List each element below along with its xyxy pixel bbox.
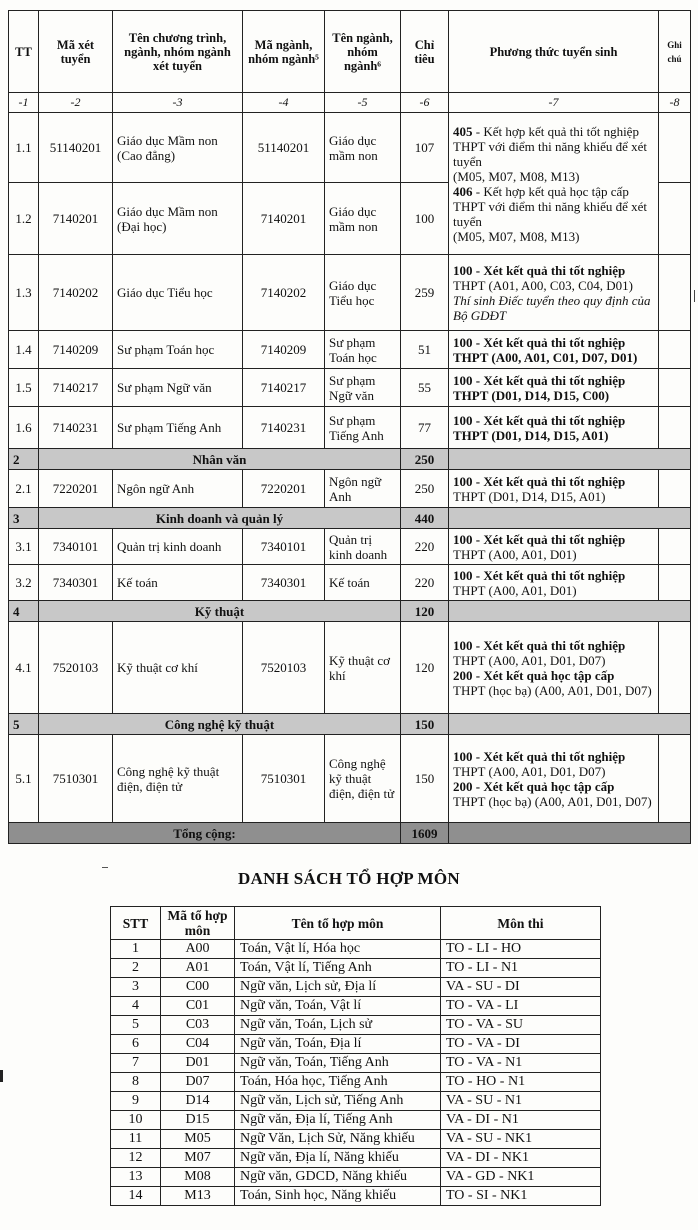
row-ten: Quản trị kinh doanh [113, 529, 243, 565]
combo-stt: 9 [111, 1092, 161, 1111]
group-empty [449, 508, 691, 529]
combo-row [111, 978, 601, 997]
combo-name: Toán, Vật lí, Hóa học [235, 940, 441, 959]
method-100: 100 - Xét kết quả thi tốt nghiệp [453, 473, 626, 489]
row-ma-nganh: 7520103 [243, 622, 325, 714]
row-tt: 1.2 [9, 183, 39, 255]
method-100: 100 - Xét kết quả thi tốt nghiệp [453, 637, 626, 653]
row-ten-nganh: Giáo dục Tiểu học [325, 255, 401, 331]
combo-name: Ngữ văn, Địa lí, Năng khiếu [235, 1149, 441, 1168]
index-cell: -3 [113, 93, 243, 113]
method-cell-mam-non [449, 113, 659, 255]
row-tt: 2.1 [9, 470, 39, 508]
method-100: 100 - Xét kết quả thi tốt nghiệp [453, 748, 626, 764]
combo-code: C00 [161, 978, 235, 997]
method-100: 100 - Xét kết quả thi tốt nghiệp [453, 262, 626, 278]
row-chi-tieu: 100 [401, 183, 449, 255]
combo-subjects: TO - LI - HO [441, 940, 601, 959]
row-chi-tieu: 220 [401, 529, 449, 565]
row-chi-tieu: 55 [401, 369, 449, 407]
margin-mark [0, 1070, 3, 1082]
row-ten: Công nghệ kỹ thuật điện, điện tử [113, 735, 243, 823]
combo-code: A00 [161, 940, 235, 959]
combo-subjects: VA - SU - NK1 [441, 1130, 601, 1149]
row-ten: Ngôn ngữ Anh [113, 470, 243, 508]
combo-row [111, 1111, 601, 1130]
method-combos: THPT (A01, A00, C03, C04, D01) [453, 277, 633, 293]
row-tt: 1.4 [9, 331, 39, 369]
row-ma-xt: 7340301 [39, 565, 113, 601]
row-tt: 1.5 [9, 369, 39, 407]
row-ma-nganh: 7140201 [243, 183, 325, 255]
row-ma-xt: 7140202 [39, 255, 113, 331]
combo-subjects: TO - VA - LI [441, 997, 601, 1016]
group-empty [449, 601, 691, 622]
table-row [9, 565, 691, 601]
combo-name: Ngữ văn, Lịch sử, Địa lí [235, 978, 441, 997]
combo-stt: 12 [111, 1149, 161, 1168]
method-combos: THPT (A00, A01, D01, D07) [453, 763, 606, 779]
header-row [9, 11, 691, 93]
combo-stt: 2 [111, 959, 161, 978]
admission-table [8, 10, 691, 844]
row-tt: 1.1 [9, 113, 39, 183]
combo-name: Ngữ văn, Toán, Vật lí [235, 997, 441, 1016]
row-note [659, 331, 691, 369]
combo-code: C03 [161, 1016, 235, 1035]
method-100: 100 - Xét kết quả thi tốt nghiệp [453, 412, 626, 428]
combo-stt: 3 [111, 978, 161, 997]
method-cell [449, 565, 659, 601]
row-note [659, 255, 691, 331]
method-cell [449, 407, 659, 449]
method-100: 100 - Xét kết quả thi tốt nghiệp [453, 372, 626, 388]
row-ma-nganh: 7140217 [243, 369, 325, 407]
table-row [9, 255, 691, 331]
combo-section-title: DANH SÁCH TỔ HỢP MÔN [238, 869, 460, 888]
table-row [9, 407, 691, 449]
group-row-nhan-van [9, 449, 691, 470]
combo-name: Ngữ văn, Toán, Địa lí [235, 1035, 441, 1054]
row-tt: 1.3 [9, 255, 39, 331]
combo-stt: 4 [111, 997, 161, 1016]
row-note [659, 565, 691, 601]
row-ma-xt: 7140217 [39, 369, 113, 407]
row-note [659, 183, 691, 255]
method-200: 200 - Xét kết quả học tập cấp [453, 778, 615, 794]
combo-code: M05 [161, 1130, 235, 1149]
method-406: 406 - Kết hợp kết quả học tập cấp THPT với điểm thi năng khiếu để xét tuyển [453, 183, 648, 229]
combo-name: Ngữ Văn, Lịch Sử, Năng khiếu [235, 1130, 441, 1149]
header-ten-nganh: Tên ngành, nhóm ngành⁶ [325, 11, 401, 93]
combo-stt: 5 [111, 1016, 161, 1035]
table-row [9, 622, 691, 714]
combo-header-stt: STT [111, 907, 161, 940]
combo-header-code: Mã tổ hợp môn [161, 907, 235, 940]
method-combos: THPT (A00, A01, D01) [453, 546, 577, 562]
combo-stt: 14 [111, 1187, 161, 1206]
combo-row [111, 1073, 601, 1092]
method-combos: THPT (học bạ) (A00, A01, D01, D07) [453, 793, 652, 809]
combo-row [111, 997, 601, 1016]
row-tt: 3.1 [9, 529, 39, 565]
group-total: 120 [401, 601, 449, 622]
row-ten: Giáo dục Mầm non (Cao đẳng) [113, 113, 243, 183]
row-ma-xt: 7140201 [39, 183, 113, 255]
method-406-combos: (M05, M07, M08, M13) [453, 228, 580, 244]
row-ten-nganh: Quản trị kinh doanh [325, 529, 401, 565]
combo-row [111, 1149, 601, 1168]
index-cell: -4 [243, 93, 325, 113]
combo-row [111, 1054, 601, 1073]
combo-name: Ngữ văn, Địa lí, Tiếng Anh [235, 1111, 441, 1130]
row-note [659, 470, 691, 508]
combo-subjects: VA - DI - NK1 [441, 1149, 601, 1168]
combo-code: M07 [161, 1149, 235, 1168]
combo-stt: 8 [111, 1073, 161, 1092]
index-cell: -1 [9, 93, 39, 113]
header-ghi-chu: Ghi chú [659, 11, 691, 93]
method-combos: THPT (A00, A01, C01, D07, D01) [453, 349, 638, 365]
header-phuong-thuc: Phương thức tuyển sinh [449, 11, 659, 93]
combo-subjects: VA - DI - N1 [441, 1111, 601, 1130]
combo-header-name: Tên tổ hợp môn [235, 907, 441, 940]
header-tt: TT [9, 11, 39, 93]
method-cell [449, 470, 659, 508]
row-ma-xt: 7340101 [39, 529, 113, 565]
table-row [9, 369, 691, 407]
group-tt: 2 [9, 449, 39, 470]
combo-row [111, 1016, 601, 1035]
method-100: 100 - Xét kết quả thi tốt nghiệp [453, 334, 626, 350]
row-note [659, 369, 691, 407]
row-ten-nganh: Công nghệ kỹ thuật điện, điện tử [325, 735, 401, 823]
edge-mark [694, 290, 695, 302]
row-ten: Giáo dục Tiểu học [113, 255, 243, 331]
row-tt: 4.1 [9, 622, 39, 714]
group-row-kinh-doanh [9, 508, 691, 529]
index-cell: -2 [39, 93, 113, 113]
method-cell [449, 369, 659, 407]
method-cell [449, 622, 659, 714]
row-note [659, 735, 691, 823]
method-405: 405 - Kết hợp kết quả thi tốt nghiệp THPT với điểm thi năng khiếu để xét tuyển [453, 123, 648, 169]
row-tt: 5.1 [9, 735, 39, 823]
row-ten-nganh: Giáo dục mầm non [325, 183, 401, 255]
header-ten-chuong-trinh: Tên chương trình, ngành, nhóm ngành xét tuyển [113, 11, 243, 93]
combo-table [110, 906, 601, 1206]
group-name: Kỹ thuật [39, 601, 401, 622]
combo-name: Ngữ văn, Toán, Lịch sử [235, 1016, 441, 1035]
row-chi-tieu: 107 [401, 113, 449, 183]
combo-code: D14 [161, 1092, 235, 1111]
group-empty [449, 714, 691, 735]
method-405-combos: (M05, M07, M08, M13) [453, 168, 580, 184]
row-ten-nganh: Ngôn ngữ Anh [325, 470, 401, 508]
combo-code: D01 [161, 1054, 235, 1073]
row-ma-nganh: 7510301 [243, 735, 325, 823]
method-combos: THPT (A00, A01, D01, D07) [453, 652, 606, 668]
row-tt: 1.6 [9, 407, 39, 449]
combo-row [111, 1168, 601, 1187]
method-cell [449, 529, 659, 565]
combo-name: Toán, Hóa học, Tiếng Anh [235, 1073, 441, 1092]
index-cell: -7 [449, 93, 659, 113]
group-name: Nhân văn [39, 449, 401, 470]
index-cell: -5 [325, 93, 401, 113]
combo-row [111, 1035, 601, 1054]
table-row [9, 529, 691, 565]
method-100: 100 - Xét kết quả thi tốt nghiệp [453, 567, 626, 583]
row-ten: Sư phạm Toán học [113, 331, 243, 369]
row-ten: Sư phạm Tiếng Anh [113, 407, 243, 449]
method-combos: THPT (học bạ) (A00, A01, D01, D07) [453, 682, 652, 698]
row-chi-tieu: 51 [401, 331, 449, 369]
row-ma-nganh: 7140231 [243, 407, 325, 449]
combo-stt: 1 [111, 940, 161, 959]
total-row [9, 823, 691, 844]
combo-stt: 13 [111, 1168, 161, 1187]
combo-row [111, 1187, 601, 1206]
row-ten-nganh: Giáo dục mầm non [325, 113, 401, 183]
method-cell [449, 255, 659, 331]
method-combos: THPT (A00, A01, D01) [453, 582, 577, 598]
combo-subjects: TO - VA - N1 [441, 1054, 601, 1073]
combo-subjects: VA - SU - N1 [441, 1092, 601, 1111]
table-row [9, 113, 691, 183]
table-row [9, 331, 691, 369]
stray-dash [102, 867, 108, 868]
row-ma-nganh: 7220201 [243, 470, 325, 508]
row-ma-xt: 51140201 [39, 113, 113, 183]
table-row [9, 735, 691, 823]
row-ten: Giáo dục Mầm non (Đại học) [113, 183, 243, 255]
group-tt: 3 [9, 508, 39, 529]
combo-code: M13 [161, 1187, 235, 1206]
combo-name: Ngữ văn, Toán, Tiếng Anh [235, 1054, 441, 1073]
row-ten: Kỹ thuật cơ khí [113, 622, 243, 714]
combo-row [111, 959, 601, 978]
total-value: 1609 [401, 823, 449, 844]
row-chi-tieu: 77 [401, 407, 449, 449]
row-ma-xt: 7140231 [39, 407, 113, 449]
row-chi-tieu: 220 [401, 565, 449, 601]
combo-name: Ngữ văn, Lịch sử, Tiếng Anh [235, 1092, 441, 1111]
index-cell: -6 [401, 93, 449, 113]
combo-row [111, 1092, 601, 1111]
header-ma-xet-tuyen: Mã xét tuyển [39, 11, 113, 93]
combo-name: Toán, Sinh học, Năng khiếu [235, 1187, 441, 1206]
method-cell [449, 331, 659, 369]
total-empty [449, 823, 691, 844]
combo-stt: 11 [111, 1130, 161, 1149]
combo-code: A01 [161, 959, 235, 978]
row-ten-nganh: Sư phạm Tiếng Anh [325, 407, 401, 449]
combo-row [111, 940, 601, 959]
group-total: 150 [401, 714, 449, 735]
group-row-cong-nghe [9, 714, 691, 735]
row-ma-xt: 7220201 [39, 470, 113, 508]
combo-name: Ngữ văn, GDCD, Năng khiếu [235, 1168, 441, 1187]
header-chi-tieu: Chỉ tiêu [401, 11, 449, 93]
method-combos: THPT (D01, D14, D15, C00) [453, 387, 610, 403]
row-ten: Sư phạm Ngữ văn [113, 369, 243, 407]
combo-header-row [111, 907, 601, 940]
row-ma-nganh: 7140202 [243, 255, 325, 331]
group-total: 250 [401, 449, 449, 470]
group-tt: 5 [9, 714, 39, 735]
group-tt: 4 [9, 601, 39, 622]
combo-stt: 7 [111, 1054, 161, 1073]
method-combos: THPT (D01, D14, D15, A01) [453, 488, 606, 504]
row-ten-nganh: Sư phạm Ngữ văn [325, 369, 401, 407]
combo-subjects: TO - HO - N1 [441, 1073, 601, 1092]
row-ma-nganh: 7340101 [243, 529, 325, 565]
group-empty [449, 449, 691, 470]
row-ten: Kế toán [113, 565, 243, 601]
row-tt: 3.2 [9, 565, 39, 601]
combo-subjects: TO - VA - SU [441, 1016, 601, 1035]
combo-stt: 6 [111, 1035, 161, 1054]
combo-header-subjects: Môn thi [441, 907, 601, 940]
row-note [659, 622, 691, 714]
combo-subjects: TO - SI - NK1 [441, 1187, 601, 1206]
combo-name: Toán, Vật lí, Tiếng Anh [235, 959, 441, 978]
row-ma-nganh: 7140209 [243, 331, 325, 369]
index-cell: -8 [659, 93, 691, 113]
group-name: Kinh doanh và quản lý [39, 508, 401, 529]
row-ma-nganh: 7340301 [243, 565, 325, 601]
row-ma-nganh: 51140201 [243, 113, 325, 183]
group-row-ky-thuat [9, 601, 691, 622]
row-note [659, 113, 691, 183]
row-chi-tieu: 250 [401, 470, 449, 508]
method-200: 200 - Xét kết quả học tập cấp [453, 667, 615, 683]
row-ma-xt: 7520103 [39, 622, 113, 714]
column-index-row [9, 93, 691, 113]
combo-row [111, 1130, 601, 1149]
combo-code: D15 [161, 1111, 235, 1130]
row-chi-tieu: 150 [401, 735, 449, 823]
method-combos: THPT (D01, D14, D15, A01) [453, 427, 609, 443]
method-cell [449, 735, 659, 823]
combo-subjects: TO - LI - N1 [441, 959, 601, 978]
combo-code: C01 [161, 997, 235, 1016]
row-chi-tieu: 120 [401, 622, 449, 714]
row-note [659, 529, 691, 565]
combo-code: D07 [161, 1073, 235, 1092]
header-ma-nganh: Mã ngành, nhóm ngành⁵ [243, 11, 325, 93]
group-total: 440 [401, 508, 449, 529]
row-note [659, 407, 691, 449]
combo-subjects: VA - SU - DI [441, 978, 601, 997]
total-label: Tổng cộng: [9, 823, 401, 844]
row-ten-nganh: Sư phạm Toán học [325, 331, 401, 369]
row-chi-tieu: 259 [401, 255, 449, 331]
combo-subjects: TO - VA - DI [441, 1035, 601, 1054]
method-note: Thí sinh Điếc tuyển theo quy định của Bộ GDĐT [453, 292, 651, 323]
row-ma-xt: 7510301 [39, 735, 113, 823]
combo-subjects: VA - GD - NK1 [441, 1168, 601, 1187]
combo-code: C04 [161, 1035, 235, 1054]
combo-body [111, 940, 601, 1206]
group-name: Công nghệ kỹ thuật [39, 714, 401, 735]
row-ten-nganh: Kế toán [325, 565, 401, 601]
row-ma-xt: 7140209 [39, 331, 113, 369]
row-ten-nganh: Kỹ thuật cơ khí [325, 622, 401, 714]
combo-code: M08 [161, 1168, 235, 1187]
combo-stt: 10 [111, 1111, 161, 1130]
method-100: 100 - Xét kết quả thi tốt nghiệp [453, 531, 626, 547]
table-row [9, 470, 691, 508]
